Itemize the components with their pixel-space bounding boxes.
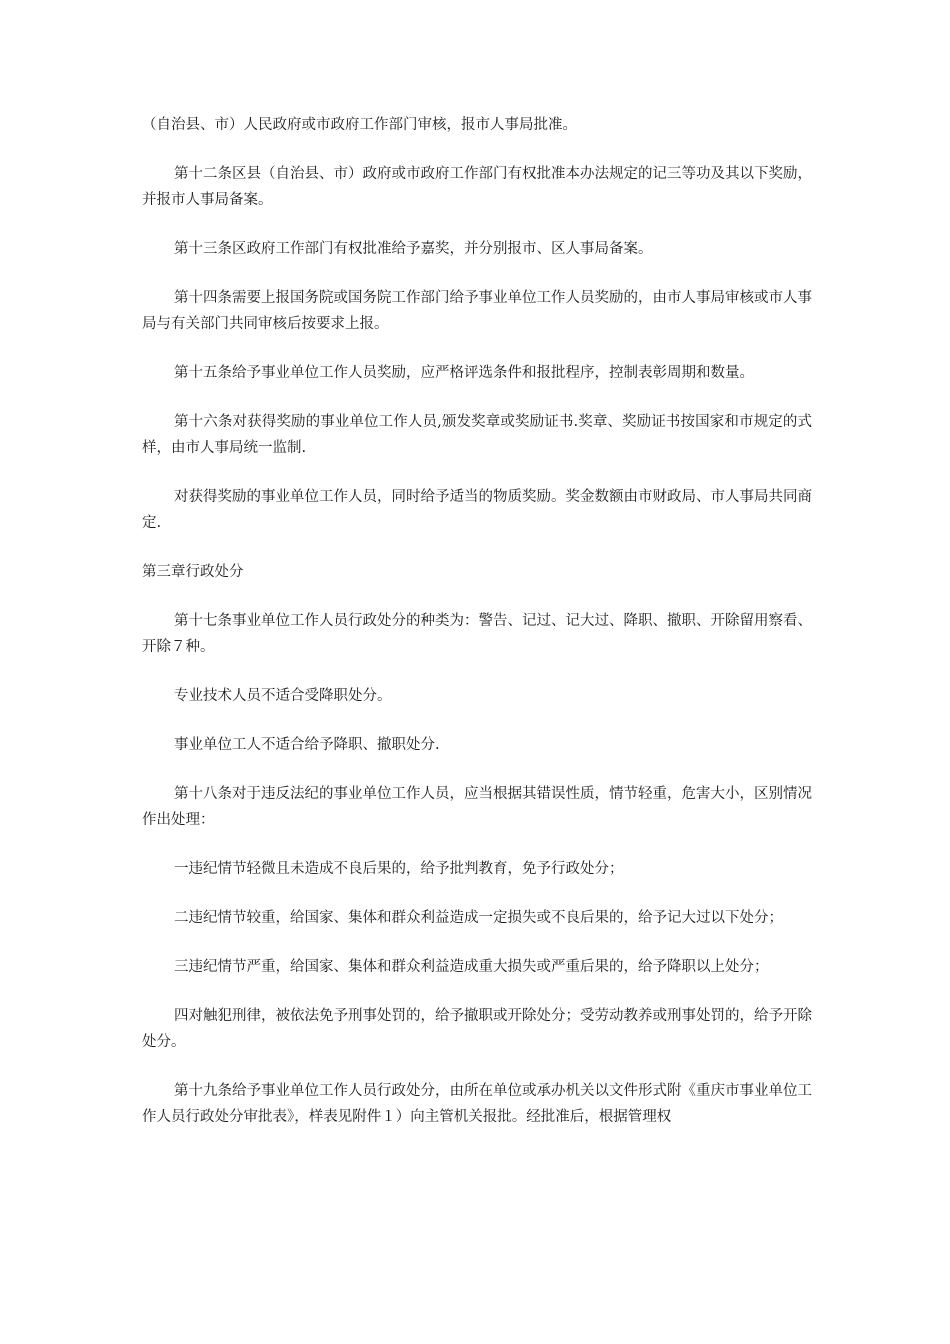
paragraph-article-18-item-1: 一违纪情节轻微且未造成不良后果的，给予批判教育，免予行政处分； <box>174 861 624 877</box>
paragraph-article-16-bonus: 对获得奖励的事业单位工作人员，同时给予适当的物质奖励。奖金数额由市财政局、市人事局共同商定. <box>142 489 812 531</box>
document-page <box>142 112 812 1153</box>
paragraph-article-17-tech: 专业技术人员不适合受降职处分。 <box>174 688 392 704</box>
paragraph-article-12: 第十二条区县（自治县、市）政府或市政府工作部门有权批准本办法规定的记三等功及其以下奖励，并报市人事局备案。 <box>142 166 812 208</box>
paragraph-article-17-workers: 事业单位工人不适合给予降职、撤职处分. <box>174 737 440 753</box>
paragraph-continuation: （自治县、市）人民政府或市政府工作部门审核，报市人事局批准。 <box>142 117 577 133</box>
paragraph-article-18-item-2: 二违纪情节较重，给国家、集体和群众利益造成一定损失或不良后果的，给予记大过以下处分； <box>174 910 783 926</box>
paragraph-article-14: 第十四条需要上报国务院或国务院工作部门给予事业单位工作人员奖励的，由市人事局审核或市人事局与有关部门共同审核后按要求上报。 <box>142 290 812 332</box>
paragraph-article-18: 第十八条对于违反法纪的事业单位工作人员，应当根据其错误性质，情节轻重，危害大小，区别情况作出处理： <box>142 786 812 828</box>
paragraph-article-18-item-3: 三违纪情节严重，给国家、集体和群众利益造成重大损失或严重后果的，给予降职以上处分； <box>174 959 769 975</box>
chapter-heading: 第三章行政处分 <box>142 564 244 580</box>
paragraph-article-15: 第十五条给予事业单位工作人员奖励，应严格评选条件和报批程序，控制表彰周期和数量。 <box>174 365 754 381</box>
paragraph-article-17: 第十七条事业单位工作人员行政处分的种类为：警告、记过、记大过、降职、撤职、开除留用察看、开除７种。 <box>142 613 812 655</box>
paragraph-article-19: 第十九条给予事业单位工作人员行政处分，由所在单位或承办机关以文件形式附《重庆市事业单位工作人员行政处分审批表》，样表见附件１）向主管机关报批。经批准后，根据管理权 <box>142 1083 812 1125</box>
paragraph-article-13: 第十三条区政府工作部门有权批准给予嘉奖，并分别报市、区人事局备案。 <box>174 241 653 257</box>
paragraph-article-18-item-4: 四对触犯刑律，被依法免予刑事处罚的，给予撤职或开除处分；受劳动教养或刑事处罚的，给予开除处分。 <box>142 1008 812 1050</box>
paragraph-article-16: 第十六条对获得奖励的事业单位工作人员,颁发奖章或奖励证书.奖章、奖励证书按国家和市规定的式样，由市人事局统一监制. <box>142 414 812 456</box>
